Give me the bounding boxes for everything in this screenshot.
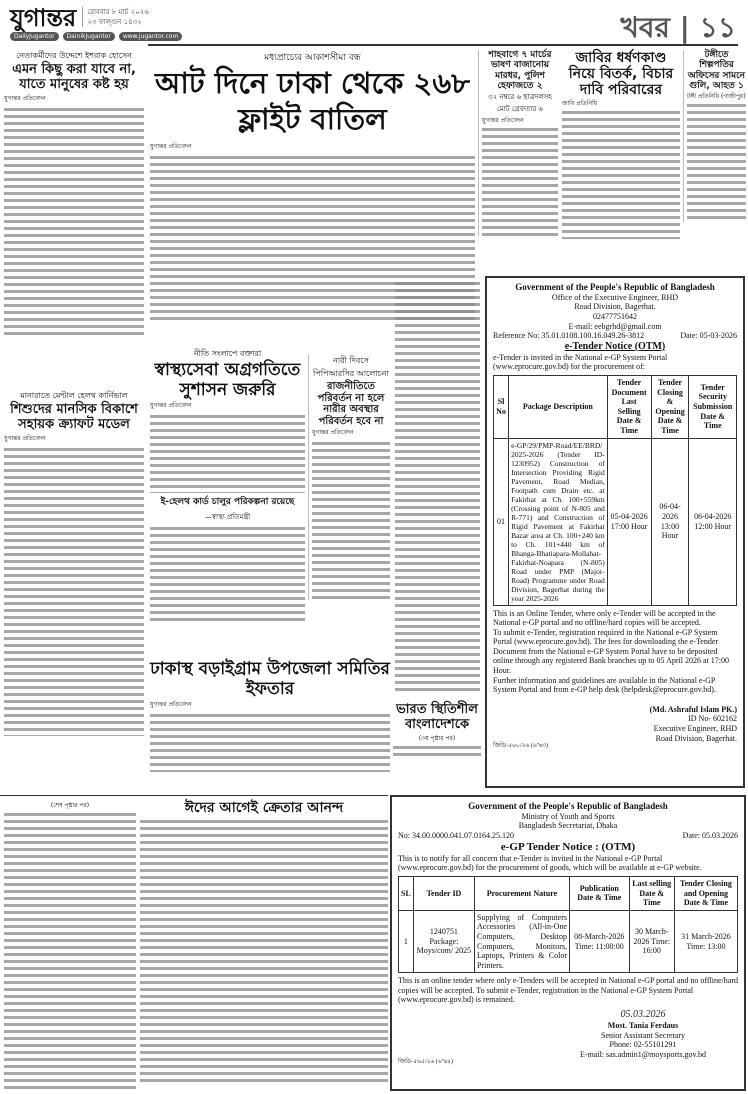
masthead — [10, 4, 149, 32]
signer-name: (Md. Ashraful Islam PK.) — [649, 704, 737, 714]
story-women — [308, 355, 390, 600]
kicker: নেতাকর্মীদের উদ্দেশে ইশরাক হোসেন — [16, 51, 132, 60]
byline: যুগান্তর প্রতিবেদন — [150, 701, 192, 709]
notice-footer: To submit e-Tender, registration required in the National e-GP System Portal (www.eprocure.gov.bd). The fees for downloading the e-Tender Document from the National e-GP System Portal have to be deposited online through any registered Bank branches up to 05 April 2026 at 17:00 Hour. — [493, 627, 729, 676]
signature: 05.03.2026 — [620, 1009, 666, 1021]
body-text — [393, 744, 481, 758]
col-header: Procurement Nature — [474, 876, 569, 910]
social-web[interactable]: www.jugantor.com — [119, 32, 183, 41]
story-tongi — [683, 50, 746, 222]
notice-office: Office of the Executive Engineer, RHD — [551, 292, 679, 302]
social-x[interactable]: DainikJugantor — [63, 32, 115, 41]
signer-title: Executive Engineer, RHD — [653, 724, 737, 734]
byline: যুগান্তর প্রতিবেদন — [482, 117, 524, 125]
headline: জাবির ধর্ষণকাণ্ড নিয়ে বিতর্ক, বিচার দাবি পরিবারের — [568, 50, 674, 99]
header-rule — [148, 44, 738, 46]
newspaper-logo: যুগান্তর — [10, 3, 77, 32]
notice-date: Date: 05.03.2026 — [682, 830, 738, 840]
pull-quote: ই-হেলথ কার্ড চালুর পরিকল্পনা রয়েছে — [160, 497, 295, 508]
signer-id: ID No- 602162 — [688, 714, 737, 724]
col-header: Sl No — [494, 375, 509, 438]
signer-email[interactable]: E-mail: sas.admin1@moysports.gov.bd — [580, 1049, 706, 1059]
date-line: ২৩ ফাল্গুন ১৪৩২ — [87, 18, 142, 26]
body-text — [150, 525, 305, 625]
headline: স্বাস্থ্যসেবা অগ্রগতিতে সুশাসন জরুরি — [154, 360, 301, 400]
section-title: খবর | ১১ — [620, 11, 736, 44]
notice-title: e-Tender Notice (OTM) — [564, 340, 666, 352]
byline: জাবি প্রতিনিধি — [562, 100, 598, 108]
col-header: Package Description — [509, 375, 608, 438]
table-header — [494, 375, 737, 438]
headline: শাহবাগে ৭ মার্চের ভাষণ বাজানোয় মারধর, পুলিশ হেফাজতে ২ — [488, 50, 552, 92]
story-shahbag — [478, 50, 558, 236]
ad-code: জিডি-৫৬৫/২৬ (৬''x৪) — [398, 1059, 453, 1066]
story-health — [150, 348, 305, 625]
col-header: Tender Closing & Opening Date & Time — [651, 375, 689, 438]
notice-division: Road Division, Bagerhat. — [574, 302, 656, 312]
byline: যুগান্তর প্রতিবেদন — [150, 142, 192, 150]
notice-gov: Government of the People's Republic of Bangladesh — [515, 282, 715, 292]
notice-date: Date: 05-03-2026 — [680, 331, 737, 341]
continuation: (৩য় পৃষ্ঠার পর) — [418, 734, 456, 742]
continuation: (শেষ পৃষ্ঠার পর) — [50, 802, 90, 809]
col-header: Tender Security Submission Date & Time — [689, 375, 737, 438]
byline: টঙ্গী প্রতিনিধি (গাজীপুর) — [687, 93, 746, 101]
body-text — [150, 413, 305, 493]
body-text — [562, 109, 680, 239]
table-header — [399, 876, 738, 910]
body-text — [140, 818, 388, 1083]
signer-office: Road Division, Bagerhat. — [655, 733, 737, 743]
notice-title: e-GP Tender Notice : (OTM) — [500, 840, 636, 853]
cell: 05-04-2026 17:00 Hour — [607, 438, 651, 605]
col-header: Last selling Date & Time — [629, 876, 674, 910]
headline: ঈদের আগেই ক্রেতার আনন্দ — [184, 800, 344, 816]
cell: 31 March-2026 Time: 13:00 — [674, 910, 737, 973]
story-iftar — [150, 660, 390, 772]
headline: শিশুদের মানসিক বিকাশে সহায়ক ক্র্যাফট মডেল — [10, 402, 138, 432]
divider — [0, 795, 388, 796]
col-header: SL — [399, 876, 414, 910]
signer-name: Most. Tania Ferdaus — [607, 1021, 679, 1031]
headline: ঢাকাস্থ বড়াইগ্রাম উপজেলা সমিতির ইফতার — [150, 659, 390, 699]
cell: 06-04-2026 12:00 Hour — [689, 438, 737, 605]
cell: 30 March-2026 Time: 16:00 — [629, 910, 674, 973]
body-text — [150, 712, 390, 772]
col-header: Publication Date & Time — [569, 876, 629, 910]
headline: ভারত স্থিতিশীল বাংলাদেশকে — [396, 702, 478, 732]
story-ishraque — [4, 50, 144, 336]
col-header: Tender Closing and Opening Date & Time — [674, 876, 737, 910]
notice-footer: This is an online tender where only e-Tenders will be accepted in National e-GP portal and no offline/hard copies will be accepted. To submit e-Tender, registration in the National e-GP System Portal (www.eprocure.gov.bd) is remained. — [398, 976, 738, 1005]
tender-notice-moys — [390, 795, 746, 1091]
notice-intro: This is to notify for all concern that e-Tender is invited in the National e-GP Portal (www.eprocure.gov.bd) for the procurement of goods, which will be available at e-GP website. — [398, 853, 702, 873]
section-name: খবর — [620, 11, 670, 44]
body-text — [687, 102, 746, 222]
headline: টঙ্গীতে শিল্পপতির অফিসের সামনে গুলি, আহত ১ — [687, 50, 746, 92]
byline: যুগান্তর প্রতিবেদন — [312, 429, 354, 436]
issue-date — [82, 7, 149, 27]
cell: 01 — [494, 438, 509, 605]
cell: 1 — [399, 910, 414, 973]
notice-place: Bangladesh Secretariat, Dhaka — [518, 821, 618, 831]
notice-footer: This is an Online Tender, where only e-Tender will be accepted in the National e-GP portal and no offline/hard copies will be accepted. — [493, 608, 716, 628]
table-row — [399, 910, 738, 973]
story-eid — [140, 800, 388, 1083]
table-row — [494, 438, 737, 605]
body-text — [4, 106, 144, 336]
notice-phone: 02477751642 — [593, 311, 637, 321]
notice-footer: Further information and guidelines are available in the National e-GP System Portal and from e-GP help desk (helpdesk@eprocure.gov.bd). — [493, 675, 716, 695]
tender-notice-rhd — [485, 276, 745, 788]
notice-email[interactable]: E-mail: eebgrhd@gmail.com — [568, 321, 662, 331]
cell: Supplying of Computers Accessories (All-in-One Computers, Desktop Computers, Monitors, Laptops, Printers & Color Printers. — [474, 910, 569, 973]
ad-code: জিডি-৫৬০/২৬ (৬''x৩) — [493, 743, 548, 750]
subheadline: ৩২ নম্বরে ৬ ছাত্রদলসহ মোট গ্রেফতার ৬ — [488, 93, 552, 114]
date-line: রোববার ৮ মার্চ ২০২৬ — [87, 8, 149, 16]
social-facebook[interactable]: DailyJugantor — [10, 32, 59, 41]
byline: যুগান্তর প্রতিবেদন — [4, 94, 46, 102]
kicker: নারী দিবসে পিপিআরসির আলোচনা — [313, 356, 389, 378]
story-india — [393, 703, 481, 758]
body-text — [312, 440, 390, 600]
headline: আট দিনে ঢাকা থেকে ২৬৮ ফ্লাইট বাতিল — [154, 66, 471, 137]
body-text — [395, 280, 480, 695]
memo-no: No: 34.00.0000.041.07.0164.25.120 — [398, 830, 514, 840]
kicker: মানারাতে মেন্টাল হেলথ কার্নিভাল — [20, 391, 128, 400]
col-header: Tender Document Last Selling Date & Time — [607, 375, 651, 438]
byline: যুগান্তর প্রতিবেদন — [4, 434, 46, 442]
page-number: ১১ — [699, 11, 736, 44]
tender-table — [493, 375, 737, 606]
cell: 06-04-2026 13:00 Hour — [651, 438, 689, 605]
reference-no: Reference No: 35.01.0108.100.16.049.26-3812 — [493, 331, 645, 341]
cell: e-GP/29/PMP-Road/EE/BRD/ 2025-2026 (Tender ID- 1230952) Construction of Intersection Providing Rigid Pavement, Road Median, Footpath cum Drain etc. at Fakirhat at Ch. 100+559km (Crossing point of N-805 and R-771) and Construction of Rigid Pavement at Fakirhat Bazar area at Ch. 100+240 km to Ch. 101+440 km of Bhanga-Bhatiapara-Mollahat-Fakirhat-Noapara (N-805) Road under PMP (Major-Road) Programme under Road Division, Bagerhat during the year 2025-2026 — [509, 438, 608, 605]
eid-continuation — [4, 800, 136, 1091]
col-header: Tender ID — [413, 876, 474, 910]
signer-phone: Phone: 02-55101291 — [609, 1040, 677, 1050]
signer-title: Senior Assistant Secretary — [601, 1030, 685, 1040]
kicker: নীতি সংলাপে বক্তারা — [193, 349, 262, 358]
headline: রাজনীতিতে পরিবর্তন না হলে নারীর অবস্থার পরিবর্তন হবে না — [317, 381, 385, 427]
cell: 08-March-2026 Time: 11:00:00 — [569, 910, 629, 973]
story-craft — [4, 390, 144, 736]
body-text — [4, 446, 144, 736]
kicker: মধ্যপ্রাচ্যের আকাশসীমা বন্ধ — [264, 53, 361, 63]
body-text — [4, 811, 136, 1091]
body-text — [482, 126, 558, 236]
social-links — [10, 32, 182, 41]
notice-intro: e-Tender is invited in the National e-GP System Portal (www.eprocure.gov.bd) for the procurement of: — [493, 352, 668, 372]
notice-ministry: Ministry of Youth and Sports — [521, 811, 615, 821]
quote-source: —স্বাস্থ্য প্রতিমন্ত্রী — [204, 513, 251, 522]
byline: যুগান্তর প্রতিবেদন — [150, 402, 192, 410]
headline: এমন কিছু করা যাবে না, যাতে মানুষের কষ্ট হয় — [12, 62, 136, 92]
tender-table — [398, 876, 738, 973]
notice-gov: Government of the People's Republic of Bangladesh — [468, 801, 668, 811]
story-jabi — [562, 50, 680, 239]
cell: 1240751 Package: Moys/com/ 2025 — [413, 910, 474, 973]
